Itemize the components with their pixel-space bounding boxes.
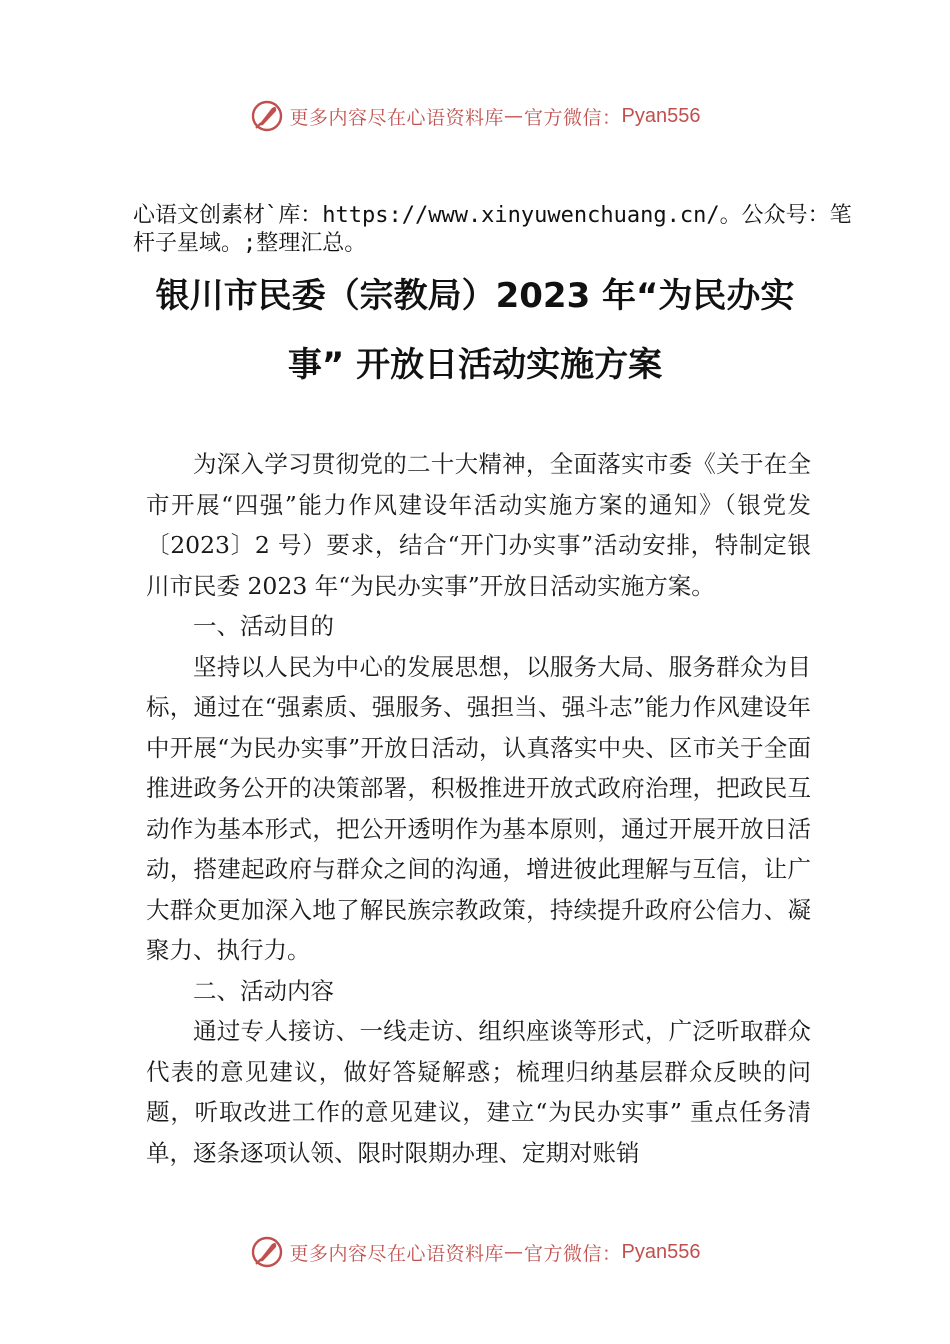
banner-separator: —: [504, 105, 525, 127]
document-title-line-1: 银川市民委（宗教局）2023 年“为民办实: [155, 276, 795, 316]
banner-separator: —: [504, 1241, 525, 1263]
paragraph-purpose: 坚持以人民为中心的发展思想，以服务大局、服务群众为目标，通过在“强素质、强服务、强担当、强斗志”能力作风建设年中开展“为民办实事”开放日活动，认真落实中央、区市关于全面推进政务公开的决策部署，积极推进开放式政府治理，把政民互动作为基本形式，把公开透明作为基本原则，通过开展开放日活动，搭建起政府与群众之间的沟通，增进彼此理解与互信，让广大群众更加深入地了解民族宗教政策，持续提升政府公信力、凝聚力、执行力。: [146, 652, 811, 964]
banner-brand-text: 更多内容尽在心语资料库: [289, 106, 505, 129]
section-heading-content: 二、活动内容: [193, 976, 334, 1005]
source-note: 心语文创素材`库：https://www.xinyuwenchuang.cn/。公众号：笔杆子星域。;整理汇总。: [133, 203, 852, 256]
document-title-line-2: 事” 开放日活动实施方案: [287, 345, 663, 385]
bottom-banner: [0, 1232, 950, 1272]
banner-wechat-id: Pyan556: [621, 104, 701, 127]
banner-wechat-label: 官方微信：: [524, 106, 622, 129]
banner-wechat-id: Pyan556: [621, 1240, 701, 1263]
quill-pen-circle-icon: [250, 1235, 284, 1269]
banner-brand-text: 更多内容尽在心语资料库: [289, 1242, 505, 1265]
section-heading-purpose: 一、活动目的: [193, 612, 334, 640]
document-body: [146, 444, 811, 1173]
banner-wechat-label: 官方微信：: [524, 1242, 622, 1265]
paragraph-content: 通过专人接访、一线走访、组织座谈等形式，广泛听取群众代表的意见建议，做好答疑解惑；梳理归纳基层群众反映的问题，听取改进工作的意见建议，建立“为民办实事” 重点任务清单，逐条逐项认领、限时限期办理、定期对账销: [146, 1017, 811, 1167]
top-banner: [0, 96, 950, 136]
paragraph-intro: 为深入学习贯彻党的二十大精神，全面落实市委《关于在全市开展“四强”能力作风建设年活动实施方案的通知》（银党发〔2023〕2 号）要求，结合“开门办实事”活动安排，特制定银川市民委 2023 年“为民办实事”开放日活动实施方案。: [146, 450, 811, 600]
quill-pen-circle-icon: [250, 99, 284, 133]
